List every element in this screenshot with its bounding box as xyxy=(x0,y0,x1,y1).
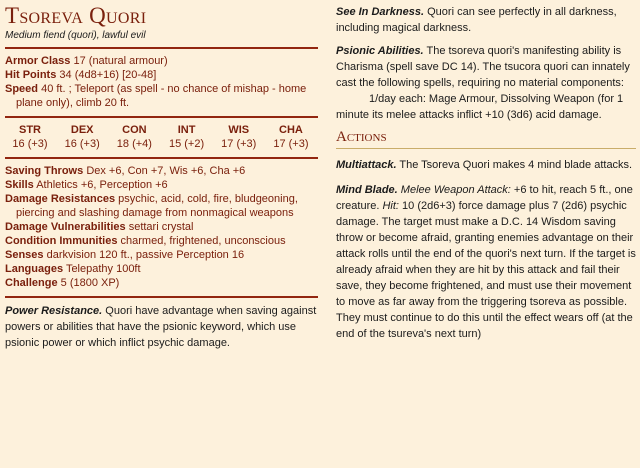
damage-resistances-value: psychic, acid, cold, fire, bludgeoning, piercing and slashing damage from nonmagical weapons xyxy=(16,193,298,219)
ability-wis xyxy=(216,123,262,151)
armor-class-label: Armor Class xyxy=(5,55,71,67)
ability-value: 16 (+3) xyxy=(12,138,48,150)
action-text: 10 (2d6+3) force damage plus 7 (2d6) psychic damage. The target must make a D.C. 14 Wisdom saving throw or become afraid, granting enemies advantage on their attack rolls until the end of the quori's next turn. If the target is already afraid when they are hit by this attack and fail their save, they become frightened, and must use their movement to move as far away from the triggering tsoreva as possible. They must continue to do this until the effect wears off (at the end of the tsureva's next turn) xyxy=(336,200,636,340)
ability-name: CON xyxy=(122,124,147,136)
ability-value: 17 (+3) xyxy=(221,138,257,150)
monster-meta: Medium fiend (quori), lawful evil xyxy=(5,30,146,41)
ability-int xyxy=(164,123,210,151)
skills-label: Skills xyxy=(5,179,34,191)
condition-immunities-value: charmed, frightened, unconscious xyxy=(120,235,286,247)
ability-name: STR xyxy=(19,124,41,136)
condition-immunities-label: Condition Immunities xyxy=(5,235,118,247)
divider xyxy=(5,47,318,49)
trait-psionic-abilities xyxy=(336,43,636,91)
action-multiattack xyxy=(336,157,636,173)
languages xyxy=(5,262,318,276)
trait-name: Psionic Abilities. xyxy=(336,45,424,57)
ability-name: CHA xyxy=(279,124,303,136)
ability-scores xyxy=(5,123,318,151)
languages-label: Languages xyxy=(5,263,64,275)
ability-dex xyxy=(59,123,105,151)
action-text: The Tsoreva Quori makes 4 mind blade attacks. xyxy=(399,159,633,171)
monster-name: Tsoreva Quori xyxy=(5,3,147,28)
damage-resistances-label: Damage Resistances xyxy=(5,193,116,205)
ability-name: WIS xyxy=(228,124,250,136)
ability-value: 17 (+3) xyxy=(273,138,309,150)
hit-points-label: Hit Points xyxy=(5,69,57,81)
ability-value: 15 (+2) xyxy=(168,138,205,150)
saving-throws-value: Dex +6, Con +7, Wis +6, Cha +6 xyxy=(86,165,246,177)
armor-class xyxy=(5,54,318,68)
actions-heading: Actions xyxy=(336,129,636,149)
damage-vulnerabilities-value: settari crystal xyxy=(128,221,194,233)
challenge-value: 5 (1800 XP) xyxy=(60,277,120,289)
damage-resistances xyxy=(5,192,318,220)
challenge-label: Challenge xyxy=(5,277,58,289)
saving-throws xyxy=(5,164,318,178)
challenge xyxy=(5,276,318,290)
senses-label: Senses xyxy=(5,249,44,261)
senses xyxy=(5,248,318,262)
ability-con xyxy=(111,123,157,151)
attack-type: Melee Weapon Attack: xyxy=(400,184,511,196)
divider xyxy=(5,116,318,118)
ability-value: 16 (+3) xyxy=(64,138,100,150)
speed xyxy=(5,82,318,110)
action-name: Multiattack. xyxy=(336,159,397,171)
skills-value: Athletics +6, Perception +6 xyxy=(36,179,168,191)
hit-points-value: 34 (4d8+16) [20-48] xyxy=(59,69,157,81)
speed-value: 40 ft. ; Teleport (as spell - no chance of mishap - home plane only), climb 20 ft. xyxy=(16,83,307,109)
condition-immunities xyxy=(5,234,318,248)
trait-text: Quori can see perfectly in all darkness, including magical darkness. xyxy=(336,6,617,34)
ability-name: DEX xyxy=(70,124,94,136)
damage-vulnerabilities xyxy=(5,220,318,234)
damage-vulnerabilities-label: Damage Vulnerabilities xyxy=(5,221,126,233)
skills xyxy=(5,178,318,192)
languages-value: Telepathy 100ft xyxy=(65,263,141,275)
trait-name: See In Darkness. xyxy=(336,6,425,18)
hit-label: Hit: xyxy=(382,200,399,212)
attack-bonus: +6 to hit, reach 5 ft., one creature. xyxy=(336,184,633,212)
saving-throws-label: Saving Throws xyxy=(5,165,84,177)
senses-value: darkvision 120 ft., passive Perception 16 xyxy=(46,249,245,261)
ability-name: INT xyxy=(177,124,196,136)
left-column xyxy=(5,0,318,351)
trait-text: Quori have advantage when saving against powers or abilities that have the psionic keyword, which use psionic power or which inflict psychic damage. xyxy=(5,305,317,349)
armor-class-value: 17 (natural armour) xyxy=(73,55,168,67)
speed-label: Speed xyxy=(5,83,39,95)
ability-value: 18 (+4) xyxy=(116,138,152,150)
divider xyxy=(5,157,318,159)
right-column xyxy=(336,0,636,342)
trait-name: Power Resistance. xyxy=(5,305,103,317)
trait-power-resistance xyxy=(5,303,318,351)
hit-points xyxy=(5,68,318,82)
ability-cha xyxy=(268,123,314,151)
action-mind-blade xyxy=(336,182,636,342)
trait-see-in-darkness xyxy=(336,4,636,36)
ability-str xyxy=(7,123,53,151)
divider xyxy=(5,296,318,298)
trait-text: The tsoreva quori's manifesting ability is Charisma (spell save DC 14). The tsucora quori can innately cast the following spells, requiring no material components: xyxy=(336,45,630,89)
action-name: Mind Blade. xyxy=(336,184,398,196)
psionic-spell-list: 1/day each: Mage Armour, Dissolving Weapon (for 1 minute its melee attacks inflict +10 (3d6) acid damage. xyxy=(336,93,624,121)
